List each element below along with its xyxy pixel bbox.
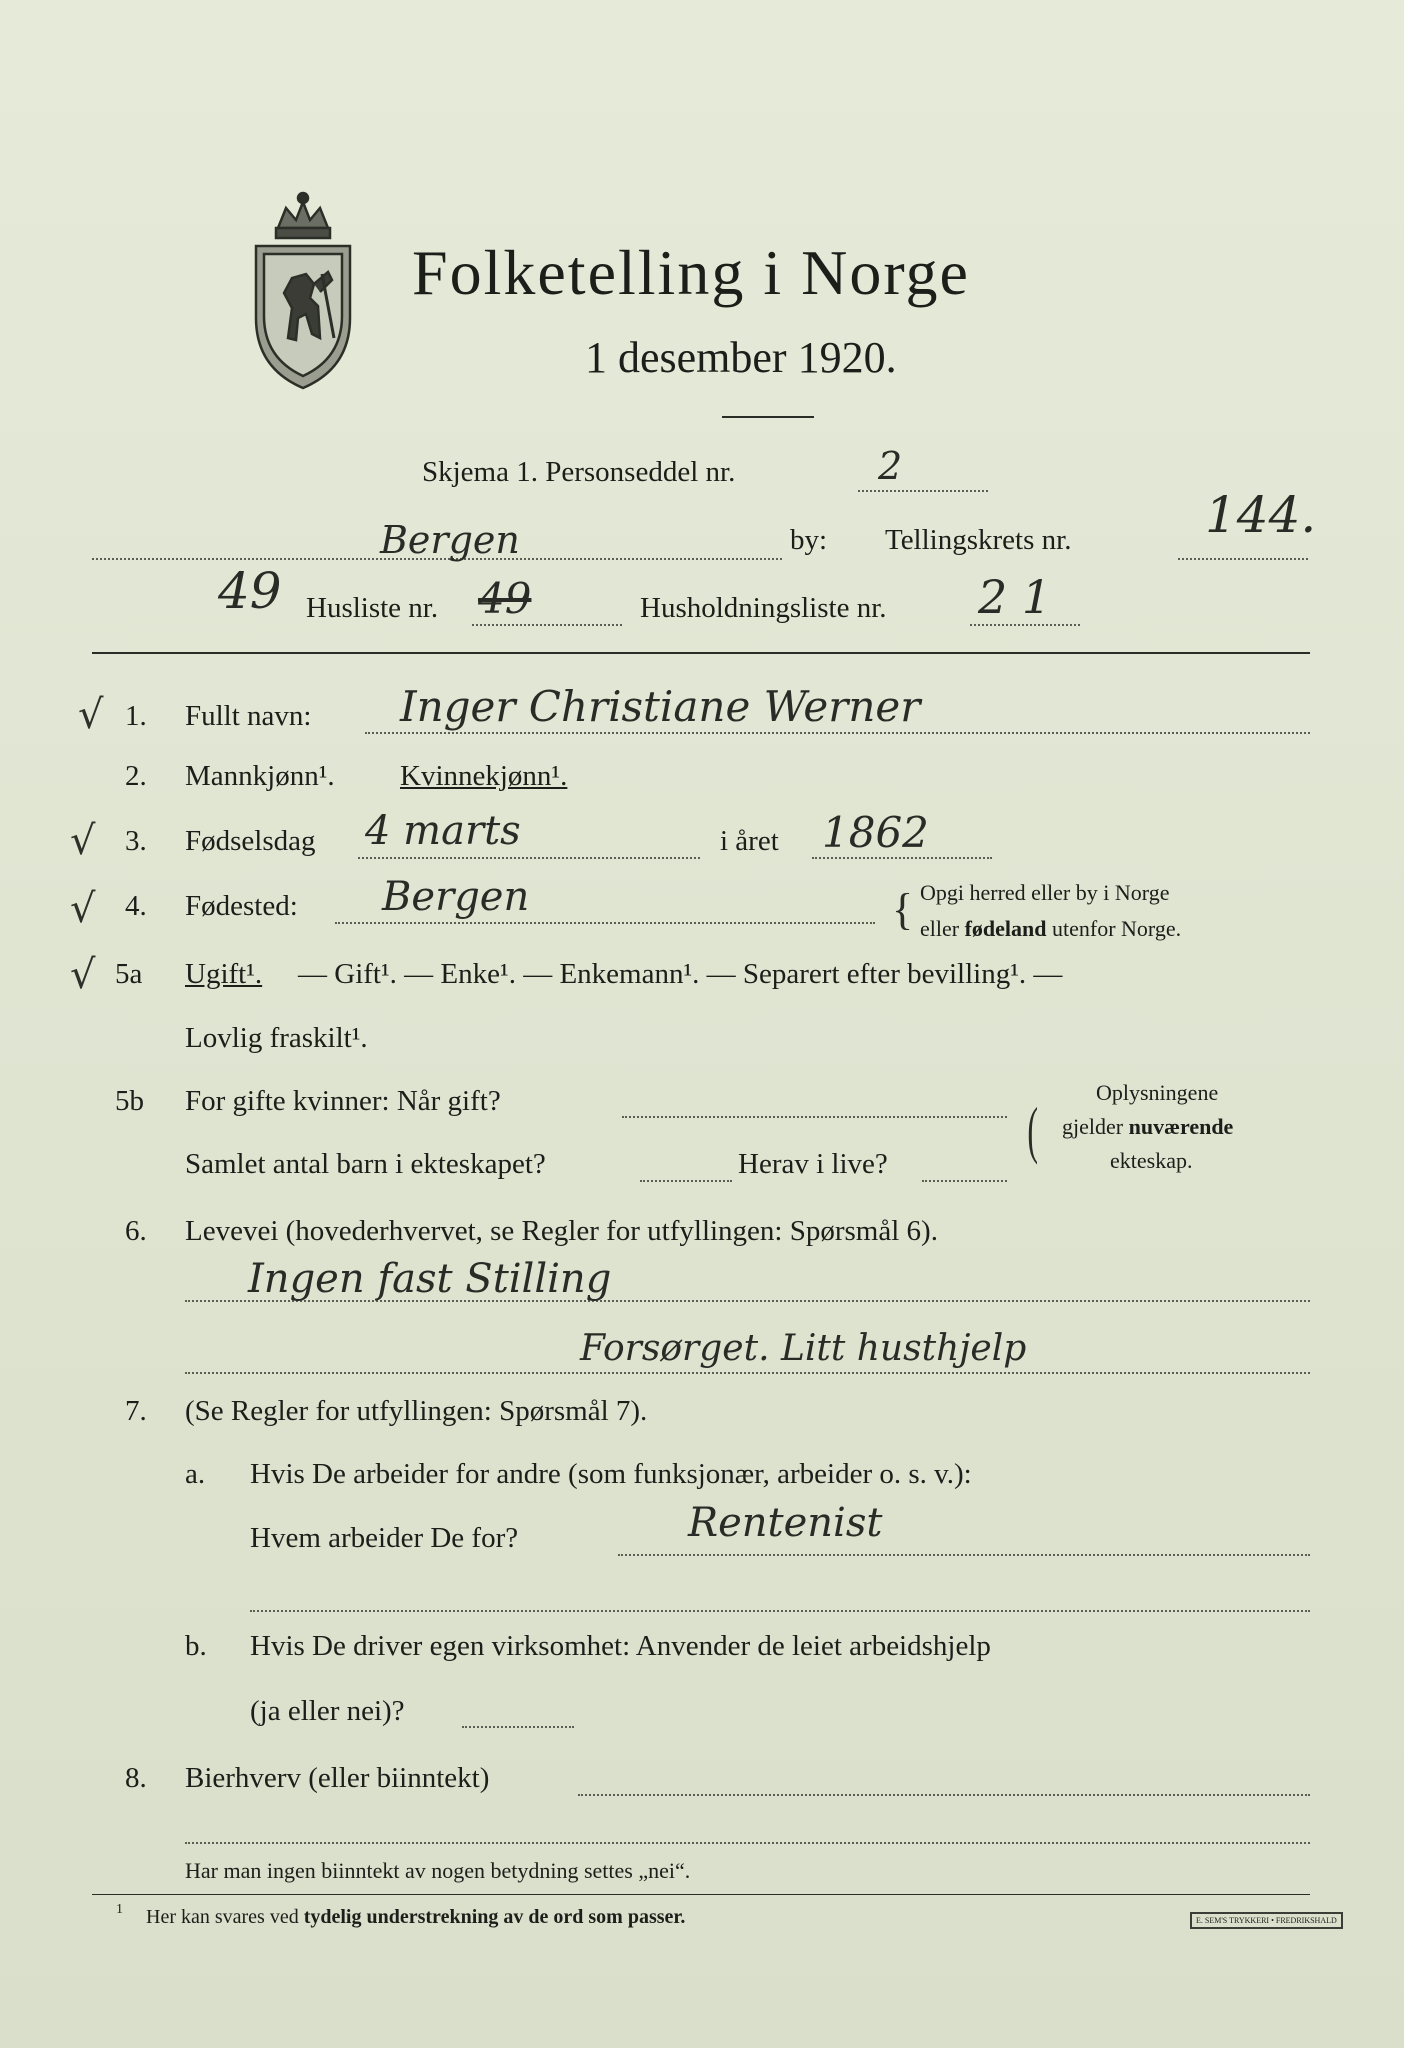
- q7a-letter: a.: [185, 1458, 206, 1490]
- living-label: Herav i live?: [738, 1148, 888, 1180]
- husholdning-field[interactable]: [970, 624, 1080, 626]
- husholdning-value: 2 1: [978, 570, 1052, 624]
- occupation-value-2: Forsørget. Litt husthjelp: [580, 1328, 1027, 1369]
- footnote-mark: 1: [116, 1902, 123, 1917]
- birthplace-label: Fødested:: [185, 890, 298, 922]
- husliste-field[interactable]: [472, 624, 622, 626]
- q1-label: Fullt navn:: [185, 700, 312, 732]
- form-title: Folketelling i Norge: [412, 237, 970, 308]
- q7-label: (Se Regler for utfyllingen: Spørsmål 7).: [185, 1395, 648, 1427]
- birthdate-value: 4 marts: [365, 808, 521, 854]
- q7-number: 7.: [125, 1395, 147, 1427]
- q7b-question: Hvis De driver egen virksomhet: Anvender de leiet arbeidshjelp: [250, 1630, 991, 1662]
- husliste-margin-value: 49: [218, 562, 282, 620]
- tellingskrets-field[interactable]: [1178, 558, 1308, 560]
- census-date: 1 desember 1920.: [585, 333, 897, 382]
- hired-help-field[interactable]: [462, 1726, 574, 1728]
- note-brace-5b: (: [1027, 1094, 1038, 1165]
- skjema-field[interactable]: [858, 490, 988, 492]
- footnote-text: Her kan svares ved tydelig understrekning av de ord som passer.: [146, 1906, 686, 1928]
- skjema-label: Skjema 1. Personseddel nr.: [422, 456, 736, 488]
- children-field[interactable]: [640, 1180, 732, 1182]
- marriage-note-2: gjelder nuværende: [1062, 1114, 1234, 1139]
- q1-number: 1.: [125, 700, 147, 732]
- birthplace-note-2: eller fødeland utenfor Norge.: [920, 916, 1182, 941]
- q5b-number: 5b: [115, 1085, 144, 1117]
- employer-label: Hvem arbeider De for?: [250, 1522, 519, 1554]
- employer-field-2[interactable]: [250, 1610, 1310, 1612]
- children-label: Samlet antal barn i ekteskapet?: [185, 1148, 546, 1180]
- birth-year-value: 1862: [822, 808, 929, 857]
- q5a-number: 5a: [115, 958, 143, 990]
- husliste-label: Husliste nr.: [306, 592, 439, 624]
- q6-number: 6.: [125, 1215, 147, 1247]
- note-brace: {: [892, 885, 914, 934]
- living-field[interactable]: [922, 1180, 1007, 1182]
- side-income-field-2[interactable]: [185, 1842, 1310, 1844]
- birth-year-field[interactable]: [812, 857, 992, 859]
- birth-year-label: i året: [720, 825, 779, 857]
- side-income-field[interactable]: [578, 1794, 1310, 1796]
- footer-divider: [92, 1894, 1310, 1895]
- female-option[interactable]: Kvinnekjønn¹.: [400, 760, 568, 792]
- husliste-value: 49: [478, 574, 532, 623]
- q3-number: 3.: [125, 825, 147, 857]
- birthdate-label: Fødselsdag: [185, 825, 316, 857]
- full-name-field[interactable]: [365, 732, 1310, 734]
- lovlig-fraskilt-option[interactable]: Lovlig fraskilt¹.: [185, 1022, 368, 1054]
- birthdate-field[interactable]: [358, 857, 700, 859]
- tellingskrets-label: Tellingskrets nr.: [885, 524, 1072, 556]
- employer-field[interactable]: [618, 1554, 1310, 1556]
- male-option[interactable]: Mannkjønn¹.: [185, 760, 335, 792]
- q4-number: 4.: [125, 890, 147, 922]
- hired-help-label: (ja eller nei)?: [250, 1695, 405, 1727]
- title-divider: [722, 416, 814, 418]
- by-label: by:: [790, 524, 828, 556]
- check-mark-1: √: [78, 692, 104, 738]
- married-when-label: For gifte kvinner: Når gift?: [185, 1085, 501, 1117]
- occupation-field-2[interactable]: [185, 1372, 1310, 1374]
- q7a-question: Hvis De arbeider for andre (som funksjonær, arbeider o. s. v.):: [250, 1458, 972, 1490]
- check-mark-5a: √: [70, 952, 96, 998]
- married-when-field[interactable]: [622, 1116, 1007, 1118]
- marital-options[interactable]: — Gift¹. — Enke¹. — Enkemann¹. — Separert efter bevilling¹. —: [298, 958, 1063, 990]
- birthplace-value: Bergen: [382, 874, 530, 920]
- tellingskrets-value: 144.: [1205, 486, 1317, 544]
- by-value: Bergen: [380, 518, 520, 562]
- coat-of-arms-icon: [248, 188, 358, 393]
- marriage-note-1: Oplysningene: [1096, 1080, 1219, 1105]
- check-mark-4: √: [70, 886, 96, 932]
- q7b-letter: b.: [185, 1630, 207, 1662]
- marriage-note-3: ekteskap.: [1110, 1148, 1193, 1173]
- header-divider: [92, 652, 1310, 654]
- birthplace-field[interactable]: [335, 922, 875, 924]
- check-mark-3: √: [70, 818, 96, 864]
- q2-number: 2.: [125, 760, 147, 792]
- full-name-value: Inger Christiane Werner: [400, 682, 921, 731]
- birthplace-note-1: Opgi herred eller by i Norge: [920, 880, 1170, 905]
- employer-value: Rentenist: [688, 1500, 883, 1546]
- side-income-note: Har man ingen biinntekt av nogen betydning settes „nei“.: [185, 1858, 691, 1883]
- side-income-label: Bierhverv (eller biinntekt): [185, 1762, 490, 1794]
- skjema-value: 2: [878, 444, 903, 488]
- husholdning-label: Husholdningsliste nr.: [640, 592, 887, 624]
- printer-stamp: E. SEM'S TRYKKERI • FREDRIKSHALD: [1190, 1912, 1343, 1929]
- q8-number: 8.: [125, 1762, 147, 1794]
- occupation-label: Levevei (hovederhvervet, se Regler for utfyllingen: Spørsmål 6).: [185, 1215, 938, 1247]
- occupation-value-1: Ingen fast Stilling: [248, 1256, 612, 1302]
- ugift-option[interactable]: Ugift¹.: [185, 958, 263, 990]
